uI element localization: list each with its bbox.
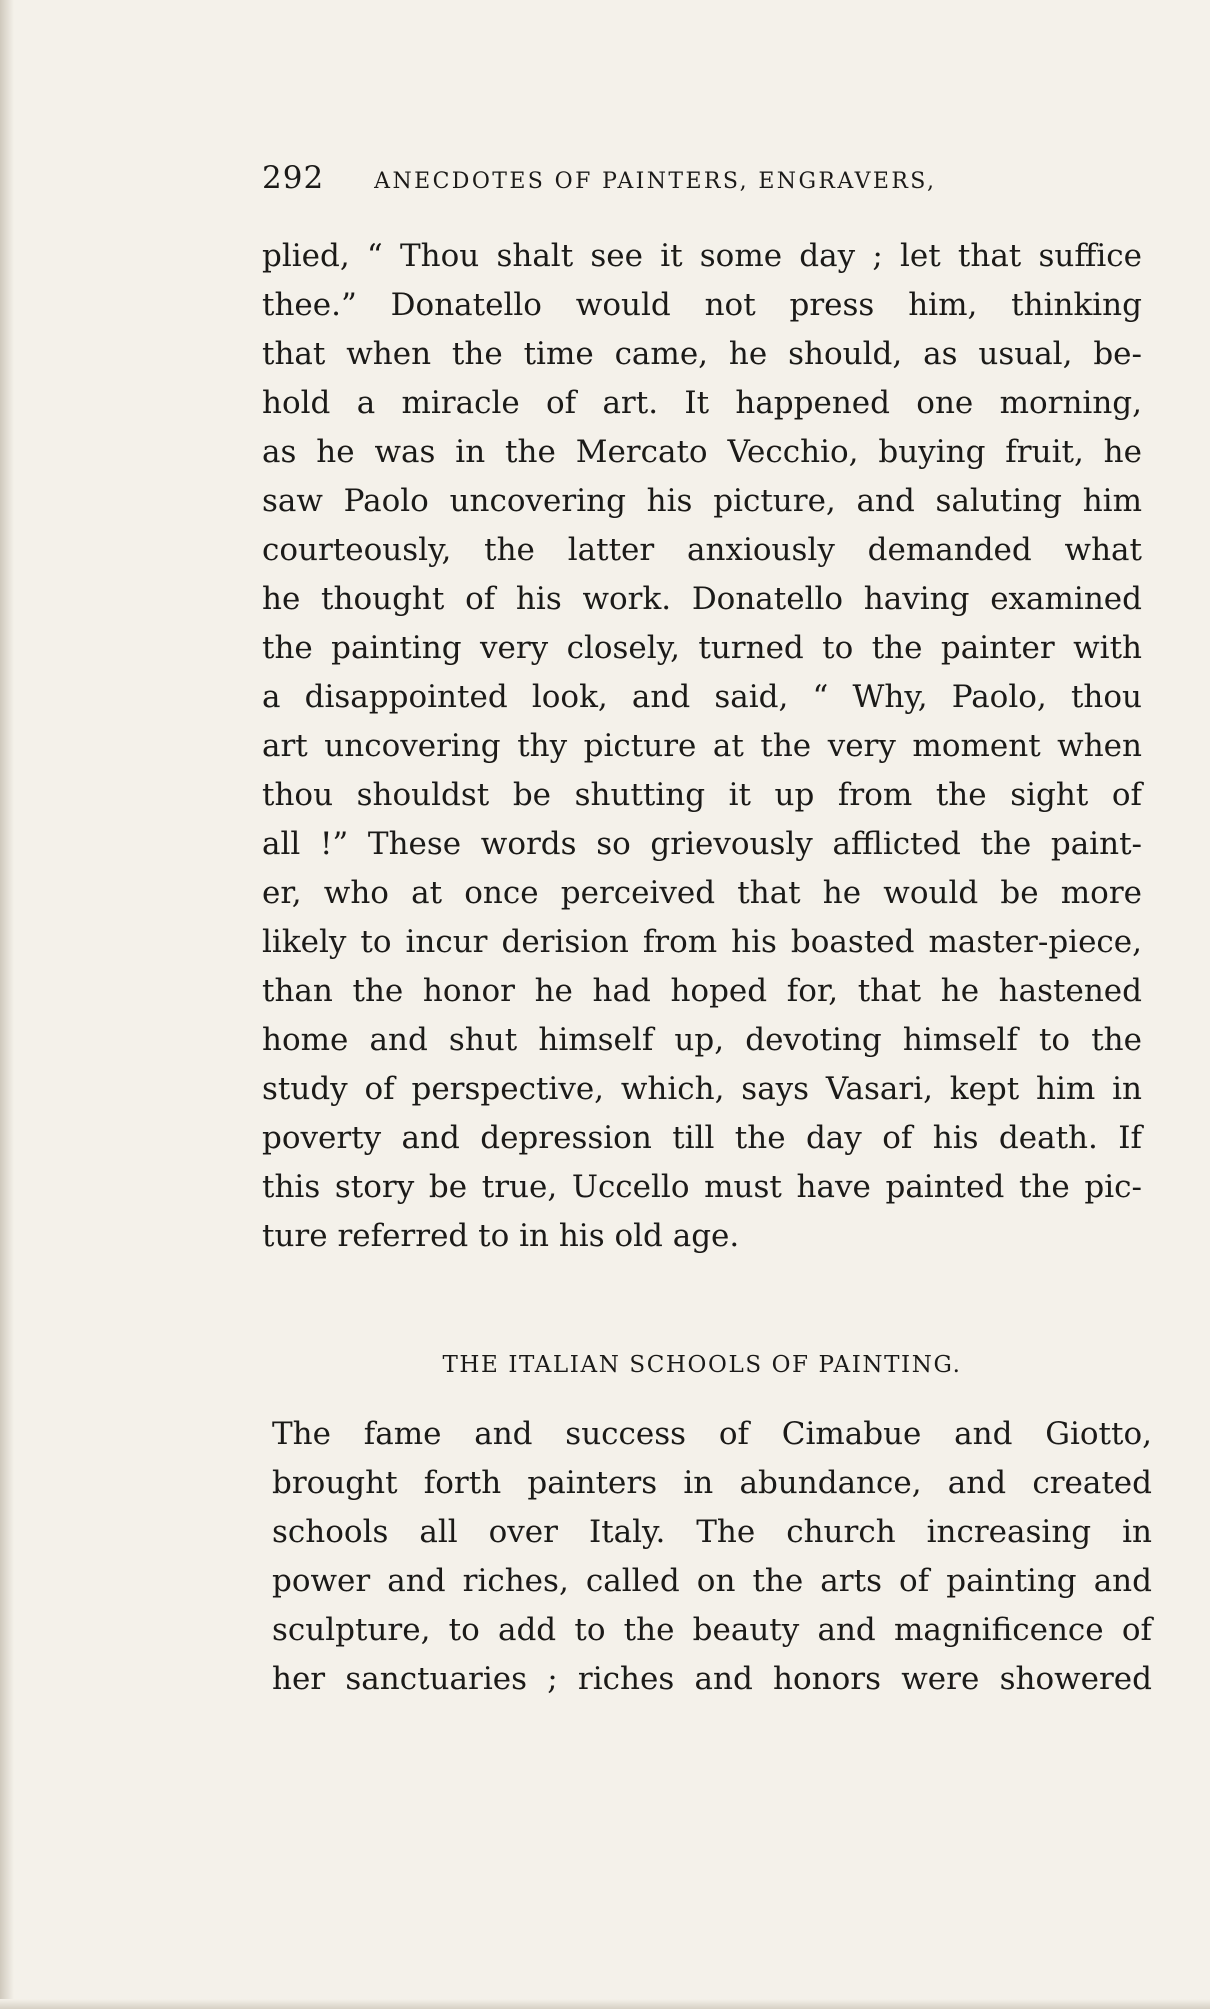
text-line: home and shut himself up, devoting himself to the bbox=[262, 1022, 1142, 1058]
paragraph-1 bbox=[262, 232, 1142, 1261]
text-line: thou shouldst be shutting it up from the sight of bbox=[262, 777, 1142, 813]
text-line: The fame and success of Cimabue and Giotto, bbox=[272, 1416, 1152, 1452]
text-line: ture referred to in his old age. bbox=[262, 1218, 740, 1254]
text-line: as he was in the Mercato Vecchio, buying fruit, he bbox=[262, 434, 1142, 470]
paragraph-2 bbox=[272, 1410, 1152, 1704]
text-line: er, who at once perceived that he would be more bbox=[262, 875, 1142, 911]
page-edge-left bbox=[0, 0, 14, 2009]
text-line: brought forth painters in abundance, and created bbox=[272, 1465, 1152, 1501]
text-line: he thought of his work. Donatello having examined bbox=[262, 581, 1142, 617]
text-line: this story be true, Uccello must have painted the pic- bbox=[262, 1169, 1142, 1205]
text-line: poverty and depression till the day of his death. If bbox=[262, 1120, 1142, 1156]
text-line: plied, “ Thou shalt see it some day ; let that suffice bbox=[262, 238, 1142, 274]
page-number: 292 bbox=[262, 160, 325, 196]
text-line: thee.” Donatello would not press him, thinking bbox=[262, 287, 1142, 323]
text-line: the painting very closely, turned to the painter with bbox=[262, 630, 1142, 666]
running-title: ANECDOTES OF PAINTERS, ENGRAVERS, bbox=[374, 169, 937, 194]
text-line: schools all over Italy. The church increasing in bbox=[272, 1514, 1152, 1550]
page-edge-bottom bbox=[0, 1999, 1210, 2009]
text-line: that when the time came, he should, as usual, be- bbox=[262, 336, 1142, 372]
text-line: art uncovering thy picture at the very moment when bbox=[262, 728, 1142, 764]
text-line: hold a miracle of art. It happened one morning, bbox=[262, 385, 1142, 421]
text-line: study of perspective, which, says Vasari, kept him in bbox=[262, 1071, 1142, 1107]
text-line: her sanctuaries ; riches and honors were showered bbox=[272, 1661, 1152, 1697]
section-heading: THE ITALIAN SCHOOLS OF PAINTING. bbox=[442, 1352, 962, 1378]
text-line: likely to incur derision from his boasted master-piece, bbox=[262, 924, 1142, 960]
page-header bbox=[262, 160, 1042, 196]
text-line: power and riches, called on the arts of painting and bbox=[272, 1563, 1152, 1599]
text-line: sculpture, to add to the beauty and magnificence of bbox=[272, 1612, 1152, 1648]
text-line: courteously, the latter anxiously demanded what bbox=[262, 532, 1142, 568]
text-line: than the honor he had hoped for, that he hastened bbox=[262, 973, 1142, 1009]
text-line: all !” These words so grievously afflicted the paint- bbox=[262, 826, 1142, 862]
text-line: saw Paolo uncovering his picture, and saluting him bbox=[262, 483, 1142, 519]
text-line: a disappointed look, and said, “ Why, Paolo, thou bbox=[262, 679, 1142, 715]
